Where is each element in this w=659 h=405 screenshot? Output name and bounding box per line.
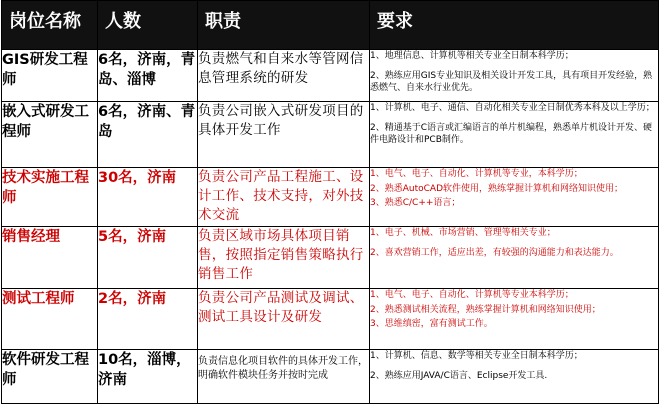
position-cell: GIS研发工程师 <box>2 50 98 102</box>
requirements-cell <box>370 102 659 168</box>
table-row <box>2 350 659 404</box>
count-cell: 5名，济南 <box>98 227 198 289</box>
requirements-cell <box>370 289 659 350</box>
requirement-line: 2、熟悉测试相关流程，熟练掌握计算机和网络知识使用； <box>370 304 601 315</box>
duties-cell: 负责区域市场具体项目销售，按照指定销售策略执行销售工作 <box>198 227 370 289</box>
requirement-line: 2、熟练应用GIS专业知识及相关设计开发工具，具有项目开发经验，熟悉燃气、自来水行业优先。 <box>370 70 653 93</box>
duties-cell: 负责信息化项目软件的具体开发工作，明确软件模块任务并按时完成 <box>198 350 370 404</box>
requirement-line: 1、电子、机械、市场营销、管理等相关专业； <box>370 228 556 238</box>
requirement-line: 1、计算机、信息、数学等相关专业全日制本科学历； <box>370 351 583 361</box>
count-cell: 6名，济南、青岛 <box>98 102 198 168</box>
requirement-line: 1、电气、电子、自动化、计算机等专业本科学历； <box>370 290 574 300</box>
count-cell: 2名，济南 <box>98 289 198 350</box>
table-row <box>2 168 659 227</box>
table-row <box>2 102 659 168</box>
requirement-line: 1、电气、电子、自动化、计算机等专业，本科学历； <box>370 169 583 179</box>
requirements-cell <box>370 50 659 102</box>
position-cell: 销售经理 <box>2 227 98 289</box>
header-position: 岗位名称 <box>2 1 98 50</box>
requirements-cell <box>370 168 659 227</box>
count-cell: 10名，淄博，济南 <box>98 350 198 404</box>
header-requirements: 要求 <box>370 1 659 50</box>
table-row <box>2 50 659 102</box>
requirement-line: 2、熟悉AutoCAD软件使用，熟练掌握计算机和网络知识使用； <box>370 183 623 194</box>
position-cell: 测试工程师 <box>2 289 98 350</box>
requirement-line: 3、思维缜密，富有测试工作。 <box>370 319 493 329</box>
header-row <box>2 1 659 50</box>
position-cell: 嵌入式研发工程师 <box>2 102 98 168</box>
requirement-line: 2、熟练应用JAVA/C语言、Eclipse开发工具. <box>370 370 548 381</box>
header-count: 人数 <box>98 1 198 50</box>
position-cell: 软件研发工程师 <box>2 350 98 404</box>
job-table <box>1 0 659 404</box>
duties-cell: 负责燃气和自来水等管网信息管理系统的研发 <box>198 50 370 102</box>
duties-cell: 负责公司产品测试及调试、测试工具设计及研发 <box>198 289 370 350</box>
requirement-line: 1、计算机、电子、通信、自动化相关专业全日制优秀本科及以上学历； <box>370 103 655 113</box>
requirement-line: 1、地理信息、计算机等相关专业全日制本科学历； <box>370 51 574 61</box>
requirements-cell <box>370 227 659 289</box>
requirements-cell <box>370 350 659 404</box>
requirement-line: 3、熟悉C/C++语言； <box>370 198 461 208</box>
header-duties: 职责 <box>198 1 370 50</box>
requirement-line: 2、精通基于C语言或汇编语言的单片机编程，熟悉单片机设计开发、硬件电路设计和PCB制作。 <box>370 122 653 145</box>
position-cell: 技术实施工程师 <box>2 168 98 227</box>
duties-cell: 负责公司产品工程施工、设计工作、技术支持，对外技术交流 <box>198 168 370 227</box>
table-row <box>2 289 659 350</box>
count-cell: 6名，济南，青岛、淄博 <box>98 50 198 102</box>
requirement-line: 2、喜欢营销工作，适应出差，有较强的沟通能力和表达能力。 <box>370 247 619 258</box>
table-row <box>2 227 659 289</box>
count-cell: 30名，济南 <box>98 168 198 227</box>
duties-cell: 负责公司嵌入式研发项目的具体开发工作 <box>198 102 370 168</box>
